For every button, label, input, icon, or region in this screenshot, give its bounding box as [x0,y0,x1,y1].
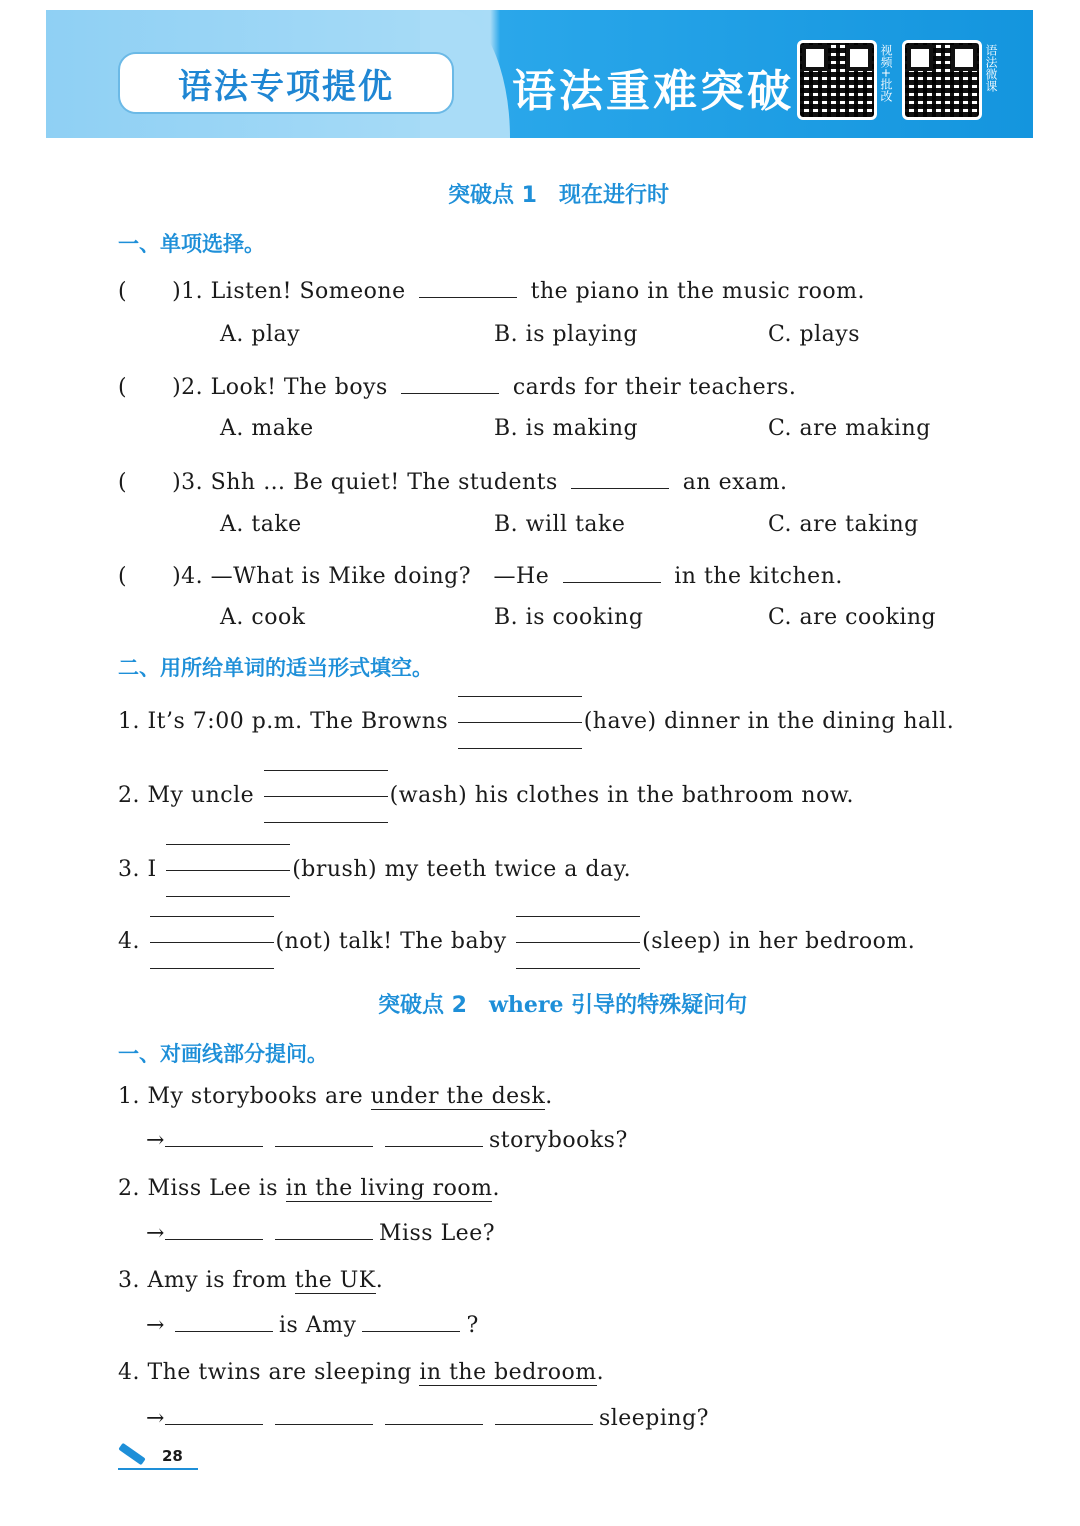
mc-question-3 [118,465,787,496]
option-c: C. plays [768,322,860,347]
fill-item-1 [118,692,954,752]
option-c: C. are taking [768,512,919,537]
section2-heading: 一、对画线部分提问。 [118,1042,328,1066]
qr-code-video[interactable] [797,40,877,120]
option-a: A. play [220,322,301,347]
answer-lines[interactable] [264,766,388,826]
item-text-end: (wash) his clothes in the bathroom now. [389,783,855,808]
answer-blank[interactable] [563,564,661,583]
option-b: B. is making [494,416,639,441]
question-stem-end: the piano in the music room. [530,279,866,304]
rewrite-item-4: 4. The twins are sleeping in the bedroom. [118,1360,605,1385]
answer-bracket[interactable]: ( )2. [118,375,204,400]
answer-blank[interactable] [165,1128,263,1147]
answer-blank[interactable] [362,1313,460,1332]
option-c: C. are making [768,416,931,441]
item-text: 4. [118,929,140,954]
answer-blank[interactable] [571,470,669,489]
answer-blank[interactable] [175,1313,273,1332]
fill-item-3 [118,840,631,900]
option-a: A. make [220,416,314,441]
answer-bracket[interactable]: ( )3. [118,470,204,495]
option-a: A. take [220,512,302,537]
section1-part2-heading: 二、用所给单词的适当形式填空。 [118,656,433,680]
answer-lines[interactable] [150,912,274,972]
rewrite-item-3: 3. Amy is from the UK. [118,1268,384,1293]
option-c: C. are cooking [768,605,937,630]
answer-blank[interactable] [495,1406,593,1425]
answer-blank[interactable] [401,375,499,394]
answer-blank[interactable] [165,1221,263,1240]
arrow-icon: → [146,1406,165,1431]
mc-question-4 [118,559,843,590]
mc-question-1 [118,274,865,305]
item-text: 2. My uncle [118,783,255,808]
question-stem: Look! The boys [210,375,388,400]
answer-blank[interactable] [385,1406,483,1425]
question-stem-end: an exam. [682,470,788,495]
option-b: B. will take [494,512,626,537]
answer-blank[interactable] [385,1128,483,1147]
rewrite-answer-1: → storybooks? [146,1128,628,1153]
rewrite-item-1: 1. My storybooks are under the desk. [118,1084,553,1109]
underlined-phrase: under the desk [370,1084,546,1109]
question-stem-end: in the kitchen. [674,564,843,589]
item-text: 3. I [118,857,157,882]
page-number-rule [118,1468,198,1470]
answer-lines[interactable] [516,912,640,972]
answer-bracket[interactable]: ( )4. [118,564,204,589]
arrow-icon: → [146,1313,165,1338]
question-stem: Listen! Someone [210,279,406,304]
answer-blank[interactable] [275,1221,373,1240]
rewrite-answer-3: → is Amy ? [146,1313,479,1338]
arrow-icon: → [146,1128,165,1153]
fill-item-2 [118,766,854,826]
qr-video-label: 视频+批改 [879,44,893,103]
rewrite-item-2: 2. Miss Lee is in the living room. [118,1176,500,1201]
underlined-phrase: in the bedroom [419,1360,597,1385]
item-text-mid: (not) talk! The baby [275,929,507,954]
item-text-end: (have) dinner in the dining hall. [583,709,955,734]
page-number: 28 [162,1447,183,1465]
option-b: B. is cooking [494,605,644,630]
answer-blank[interactable] [275,1406,373,1425]
answer-blank[interactable] [419,279,517,298]
header-title: 语法重难突破 [512,66,794,117]
answer-blank[interactable] [275,1128,373,1147]
rewrite-answer-2: → Miss Lee? [146,1221,496,1246]
underlined-phrase: in the living room [285,1176,493,1201]
rewrite-answer-4: → sleeping? [146,1406,709,1431]
section1-title: 突破点 1 现在进行时 [448,183,669,208]
answer-blank[interactable] [165,1406,263,1425]
question-stem: —What is Mike doing? —He [210,564,550,589]
answer-bracket[interactable]: ( )1. [118,279,204,304]
fill-item-4 [118,912,915,972]
item-text: 1. It’s 7:00 p.m. The Browns [118,709,449,734]
item-text-end: (brush) my teeth twice a day. [292,857,632,882]
option-b: B. is playing [494,322,638,347]
qr-lesson-label: 语法微课 [984,44,998,92]
item-text-end: (sleep) in her bedroom. [642,929,916,954]
header-pill-label: 语法专项提优 [118,52,454,114]
qr-code-micro-lesson[interactable] [902,40,982,120]
section2-title: 突破点 2 where 引导的特殊疑问句 [378,992,748,1018]
question-stem: Shh … Be quiet! The students [210,470,558,495]
pencil-icon [118,1443,146,1466]
arrow-icon: → [146,1221,165,1246]
answer-lines[interactable] [166,840,290,900]
section1-part1-heading: 一、单项选择。 [118,232,265,256]
question-stem-end: cards for their teachers. [512,375,797,400]
answer-lines[interactable] [458,692,582,752]
underlined-phrase: the UK [294,1268,376,1293]
option-a: A. cook [220,605,306,630]
mc-question-2 [118,370,796,401]
